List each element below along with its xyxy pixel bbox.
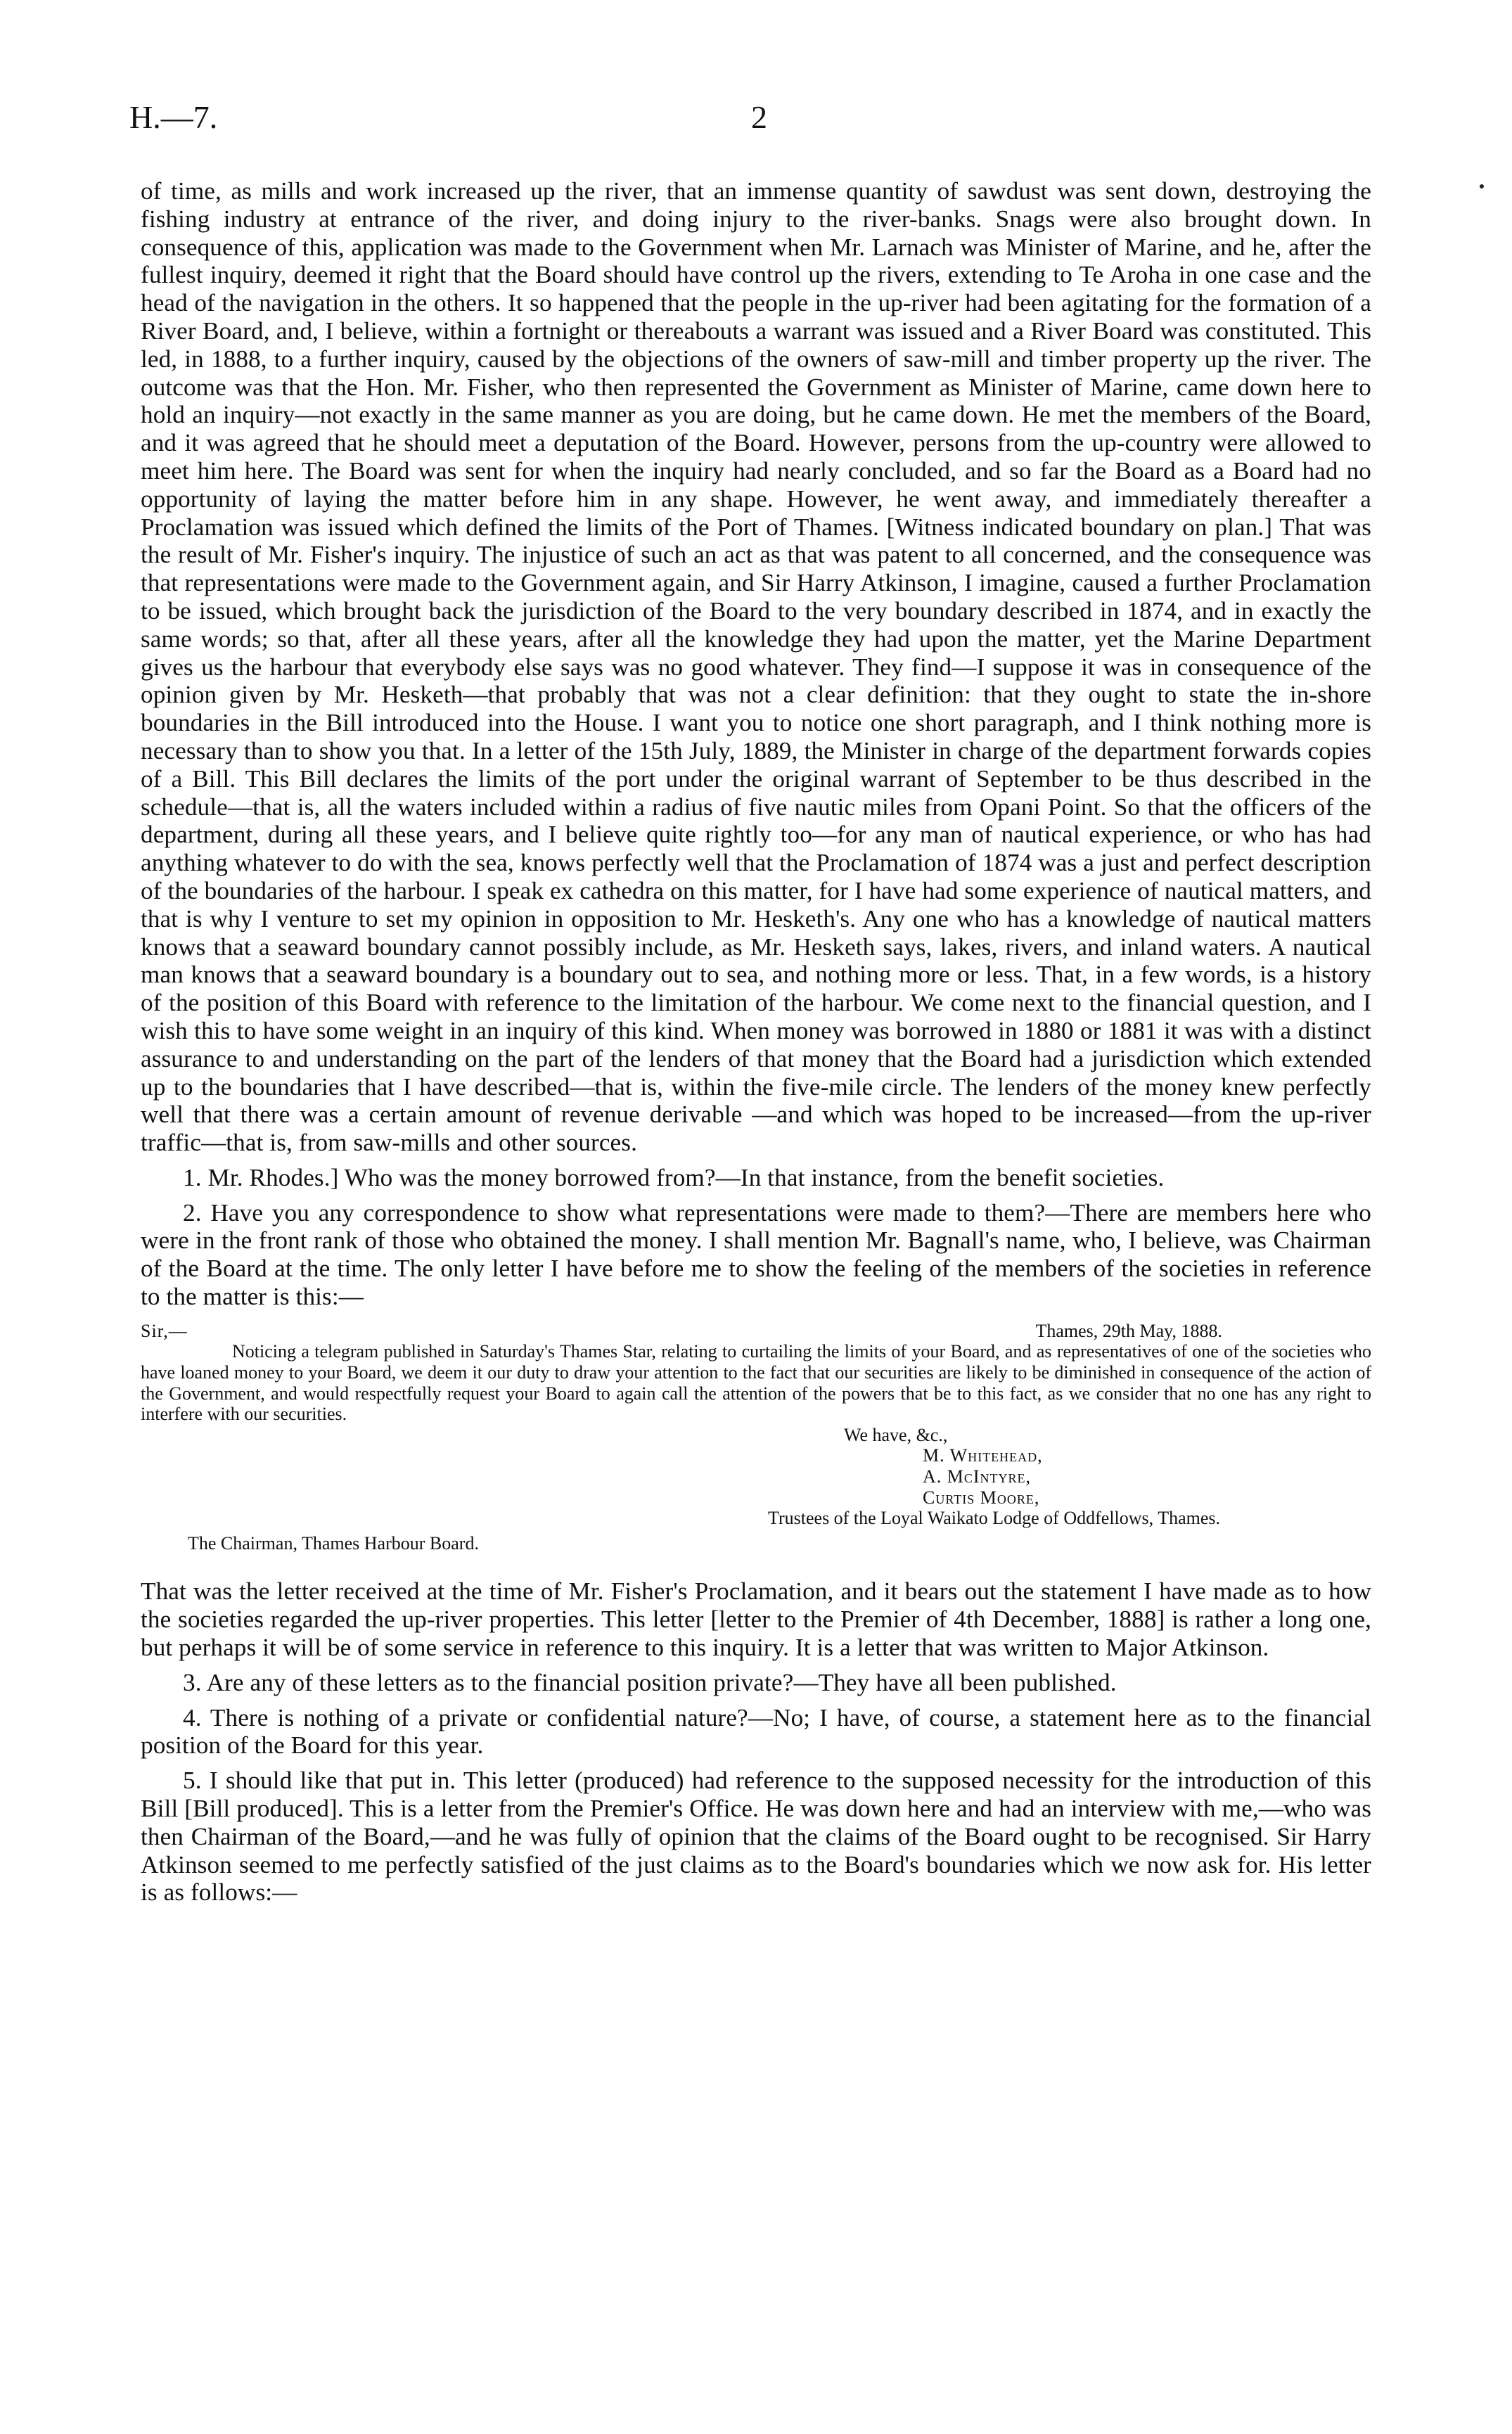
- margin-dot: [1480, 184, 1484, 188]
- letter-signatory: M. Whitehead,: [923, 1445, 1043, 1466]
- letter-heading: [141, 1321, 1371, 1342]
- page-number: 2: [751, 99, 767, 135]
- question-2: 2. Have you any correspondence to show what representations were made to them?—There are members here who were in the front rank of those who obtained the money. I shall mention Mr. Bagnall's name, who, I believe, was Chairman of the Board at the time. The only letter I have before me to show the feeling of the members of the societies in reference to the matter is this:—: [141, 1198, 1371, 1311]
- question-3: 3. Are any of these letters as to the financial position private?—They have all been published.: [183, 1668, 1117, 1696]
- question-1: 1. Mr. Rhodes.] Who was the money borrowed from?—In that instance, from the benefit societies.: [183, 1163, 1165, 1191]
- letter-salutation: Sir,—: [141, 1320, 188, 1341]
- letter-body: Noticing a telegram published in Saturday's Thames Star, relating to curtailing the limits of your Board, and as representatives of one of the societies who have loaned money to your Board, we deem it our duty to draw your attention to the fact that our securities are likely to be diminished in consequence of the action of the Government, and would respectfully request your Board to again call the attention of the powers that be to this fact, as we consider that no one has any right to interfere with our securities.: [141, 1341, 1371, 1425]
- quoted-letter: [141, 1321, 1371, 1554]
- letter-addressee: The Chairman, Thames Harbour Board.: [188, 1532, 479, 1554]
- document-body: [141, 177, 1371, 1907]
- letter-signoff: We have, &c.,: [844, 1424, 948, 1445]
- paragraph-after-letter: That was the letter received at the time of Mr. Fisher's Proclamation, and it bears out the statement I have made as to how the societies regarded the up-river properties. This letter [letter to the Premier of 4th December, 1888] is rather a long one, but perhaps it will be of some service in reference to this inquiry. It is a letter that was written to Major Atkinson.: [141, 1577, 1371, 1661]
- letter-trustees-line: Trustees of the Loyal Waikato Lodge of Oddfellows, Thames.: [768, 1508, 1220, 1529]
- paragraph-continued-testimony: of time, as mills and work increased up the river, that an immense quantity of sawdust was sent down, destroying the fishing industry at entrance of the river, and doing injury to the river-banks. Snags were also brought down. In consequence of this, application was made to the Government when Mr. Larnach was Minister of Marine, and he, after the fullest inquiry, deemed it right that the Board should have control up the rivers, extending to Te Aroha in one case and the head of the navigation in the others. It so happened that the people in the up-river had been agitating for the formation of a River Board, and, I believe, within a fortnight or thereabouts a warrant was issued and a River Board was constituted. This led, in 1888, to a further inquiry, caused by the objections of the owners of saw-mill and timber property up the river. The outcome was that the Hon. Mr. Fisher, who then represented the Government as Minister of Marine, came down here to hold an inquiry—not exactly in the same manner as you are doing, but he came down. He met the members of the Board, and it was agreed that he should meet a deputation of the Board. However, persons from the up-country were allowed to meet him here. The Board was sent for when the inquiry had nearly concluded, and so far the Board as a Board had no opportunity of laying the matter before him in any shape. However, he went away, and immediately thereafter a Proclamation was issued which defined the limits of the Port of Thames. [Witness indicated boundary on plan.] That was the result of Mr. Fisher's inquiry. The injustice of such an act as that was patent to all concerned, and the consequence was that representations were made to the Government again, and Sir Harry Atkinson, I imagine, caused a further Proclamation to be issued, which brought back the jurisdiction of the Board to the very boundary described in 1874, and in exactly the same words; so that, after all these years, after all the knowledge they had upon the matter, yet the Marine Department gives us the harbour that everybody else says was no good whatever. They find—I suppose it was in consequence of the opinion given by Mr. Hesketh—that probably that was not a clear definition: that they ought to state the in-shore boundaries in the Bill introduced into the House. I want you to notice one short paragraph, and I think nothing more is necessary than to show you that. In a letter of the 15th July, 1889, the Minister in charge of the department forwards copies of a Bill. This Bill declares the limits of the port under the original warrant of September to be thus described in the schedule—that is, all the waters included within a radius of five nautic miles from Opani Point. So that the officers of the department, during all these years, and I believe quite rightly too—for any man of nautical experience, or who has had anything whatever to do with the sea, knows perfectly well that the Proclamation of 1874 was a just and perfect description of the boundaries of the harbour. I speak ex cathedra on this matter, for I have had some experience of nautical matters, and that is why I venture to set my opinion in opposition to Mr. Hesketh's. Any one who has a knowledge of nautical matters knows that a seaward boundary cannot possibly include, as Mr. Hesketh says, lakes, rivers, and inland waters. A nautical man knows that a seaward boundary is a boundary out to sea, and nothing more or less. That, in a few words, is a history of the position of this Board with reference to the limitation of the harbour. We come next to the financial question, and I wish this to have some weight in an inquiry of this kind. When money was borrowed in 1880 or 1881 it was with a distinct assurance to and understanding on the part of the lenders of that money that the Board had a jurisdiction which extended up to the boundaries that I have described—that is, within the five-mile circle. The lenders of the money knew perfectly well that there was a certain amount of revenue derivable —and which was hoped to be increased—from the up-river traffic—that is, from saw-mills and other sources.: [141, 177, 1371, 1157]
- document-reference: H.—7.: [129, 99, 218, 135]
- question-5: 5. I should like that put in. This letter (produced) had reference to the supposed necessity for the introduction of this Bill [Bill produced]. This is a letter from the Premier's Office. He was down here and had an interview with me,—who was then Chairman of the Board,—and he was fully of opinion that the claims of the Board ought to be recognised. Sir Harry Atkinson seemed to me perfectly satisfied of the just claims as to the Board's boundaries which we now ask for. His letter is as follows:—: [141, 1767, 1371, 1907]
- letter-signatory: A. McIntyre,: [923, 1466, 1032, 1487]
- letter-signatory: Curtis Moore,: [923, 1487, 1040, 1508]
- question-4: 4. There is nothing of a private or confidential nature?—No; I have, of course, a statement here as to the financial position of the Board for this year.: [141, 1703, 1371, 1760]
- letter-place-date: Thames, 29th May, 1888.: [1035, 1320, 1222, 1341]
